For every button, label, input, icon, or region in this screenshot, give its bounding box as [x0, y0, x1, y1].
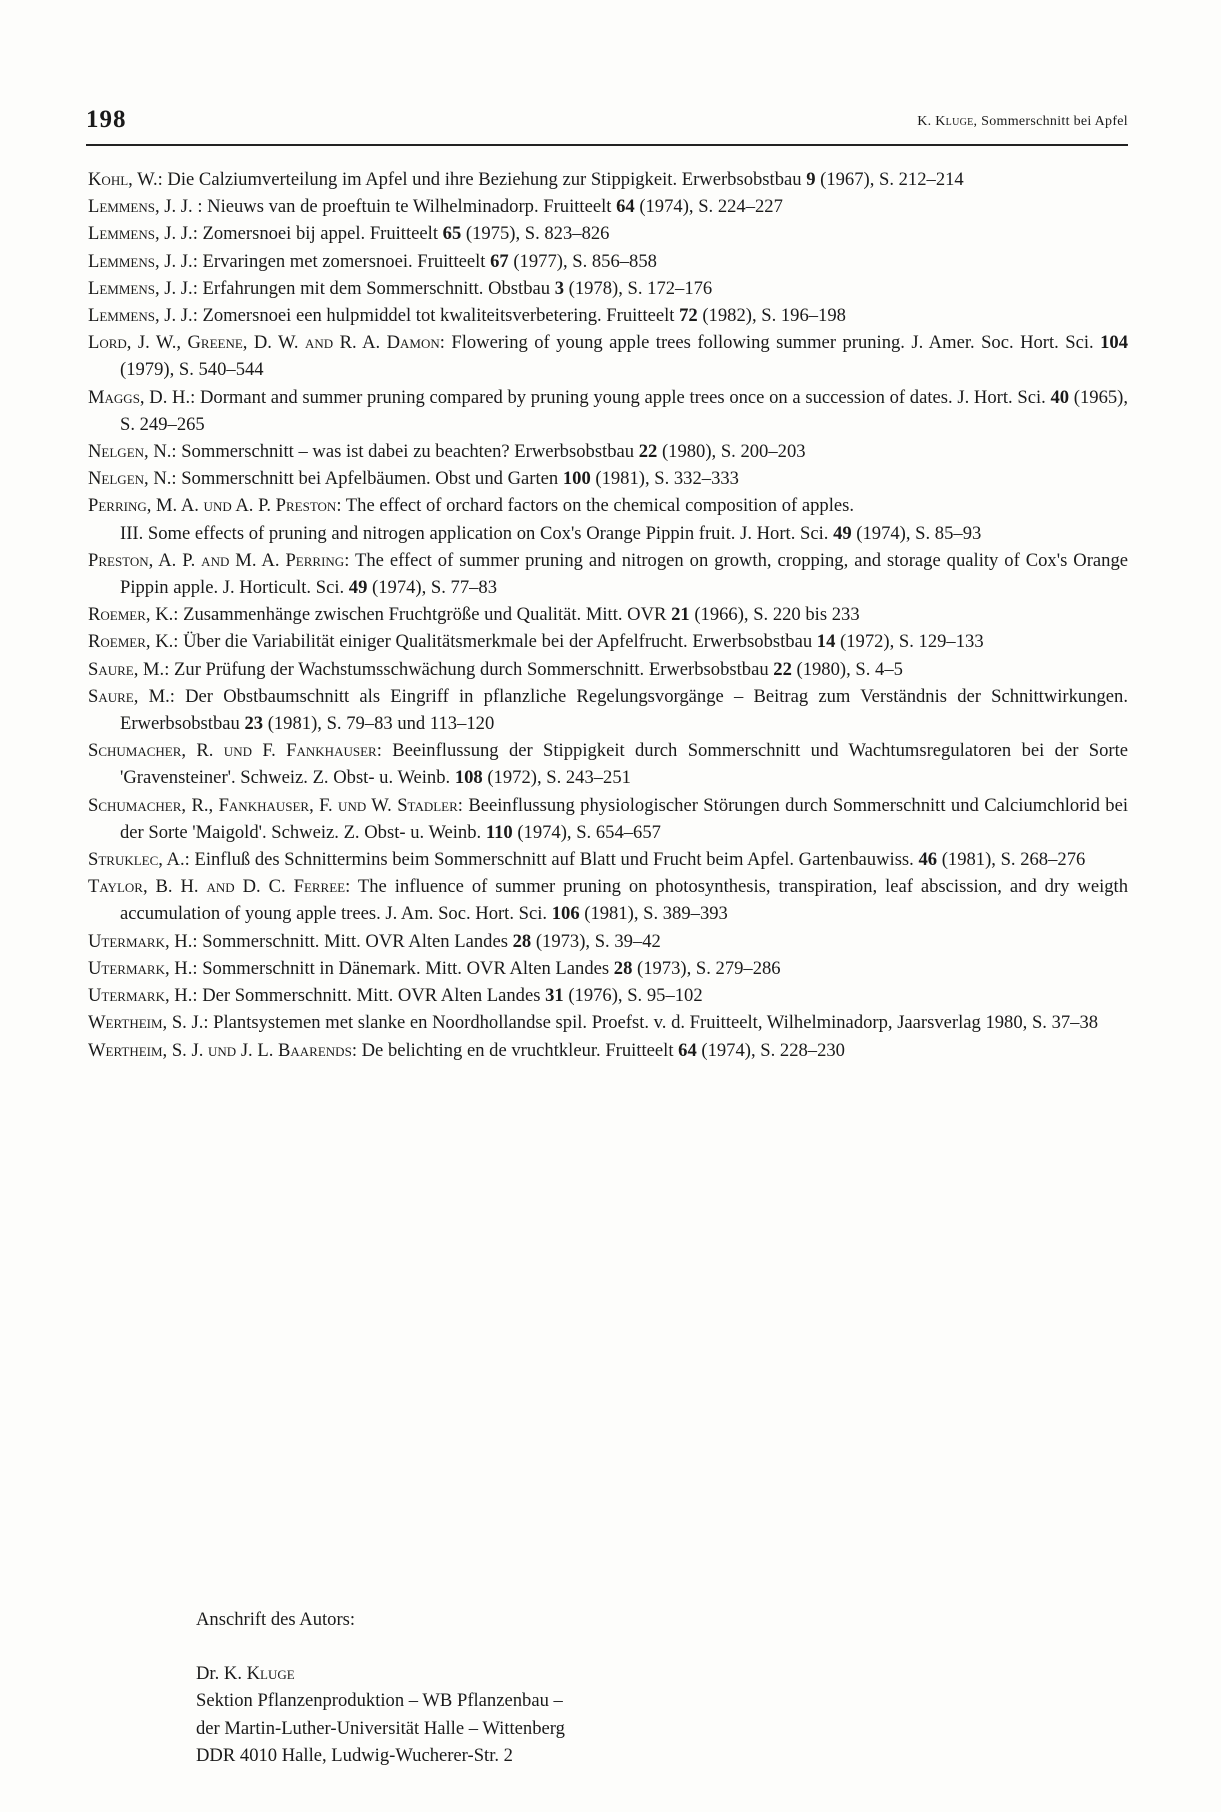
reference-volume: 22 [638, 441, 658, 463]
reference-list [88, 166, 1128, 1064]
reference-entry [88, 982, 1128, 1009]
reference-authors: Lemmens, J. J. [88, 305, 193, 327]
reference-tail: (1974), S. 77–83 [367, 577, 498, 599]
reference-body: : Sommerschnitt in Dänemark. Mitt. OVR Alten Landes [192, 957, 614, 979]
reference-body: : Dormant and summer pruning compared by pruning young apple trees once on a succession of dates. J. Hort. Sci. [190, 386, 1051, 408]
reference-entry [88, 302, 1128, 329]
reference-authors: Saure, M. [88, 658, 165, 680]
reference-entry [88, 193, 1128, 220]
reference-authors: Maggs, D. H. [88, 386, 191, 408]
author-address [196, 1606, 1096, 1769]
reference-authors: Schumacher, R., Fankhauser, F. und W. Stadler [88, 794, 458, 816]
reference-authors: Lemmens, J. J. [88, 277, 193, 299]
running-head [917, 114, 1128, 130]
reference-tail: (1982), S. 196–198 [697, 305, 846, 327]
reference-entry [88, 1037, 1128, 1064]
reference-entry [88, 220, 1128, 247]
reference-volume: 23 [244, 713, 264, 735]
reference-tail: (1972), S. 129–133 [835, 631, 984, 653]
reference-body: : The influence of summer pruning on photosynthesis, transpiration, leaf abscission, and dry weigth accumulation of young apple trees. J. Am. Soc. Hort. Sci. [120, 876, 1128, 925]
reference-volume: 22 [773, 658, 792, 680]
reference-tail: (1974), S. 85–93 [851, 522, 982, 544]
reference-volume: 64 [616, 196, 635, 218]
reference-volume: 64 [678, 1039, 697, 1061]
reference-body: : The effect of summer pruning and nitrogen on growth, cropping, and storage quality of Cox's Orange Pippin apple. J. Horticult. Sci. [120, 549, 1128, 599]
reference-authors: Taylor, B. H. and D. C. Ferree [88, 876, 346, 898]
reference-entry [88, 465, 1128, 492]
reference-entry [88, 248, 1128, 275]
reference-authors: Saure, M. [88, 685, 170, 707]
reference-authors: Utermark, H. [88, 985, 193, 1007]
reference-authors: Roemer, K. [88, 604, 174, 626]
reference-entry [88, 955, 1128, 982]
reference-authors: Lord, J. W., Greene, D. W. and R. A. Damon [88, 332, 440, 354]
reference-entry [88, 384, 1128, 438]
reference-authors: Wertheim, S. J. und J. L. Baarends [88, 1039, 352, 1061]
reference-entry [88, 846, 1128, 873]
reference-tail: (1980), S. 4–5 [791, 658, 903, 680]
reference-body: : Nieuws van de proeftuin te Wilhelminadorp. Fruitteelt [192, 196, 617, 218]
reference-entry [88, 275, 1128, 302]
reference-body: : Ervaringen met zomersnoei. Fruitteelt [192, 250, 491, 272]
reference-volume: 49 [348, 577, 368, 599]
reference-body: : Sommerschnitt – was ist dabei zu beachten? Erwerbsobstbau [171, 441, 639, 463]
reference-authors: Struklec, A. [88, 849, 185, 871]
reference-body: : Der Obstbaumschnitt als Eingriff in pflanzliche Regelungsvorgänge – Beitrag zum Verständnis der Schnittwirkungen. Erwerbsobstbau [120, 685, 1128, 735]
address-name-prefix: Dr. K. [196, 1663, 247, 1685]
reference-authors: Schumacher, R. und F. Fankhauser [88, 740, 377, 762]
reference-volume: 21 [671, 604, 690, 626]
reference-entry [88, 792, 1128, 846]
reference-volume: 100 [562, 468, 591, 490]
reference-body: : Zomersnoei bij appel. Fruitteelt [192, 223, 443, 245]
reference-volume: 72 [679, 305, 698, 327]
reference-entry [88, 737, 1128, 791]
reference-tail: (1977), S. 856–858 [508, 250, 657, 272]
address-line-2: der Martin-Luther-Universität Halle – Wittenberg [196, 1717, 565, 1739]
reference-body: : Sommerschnitt bei Apfelbäumen. Obst und Garten [171, 468, 563, 490]
reference-tail: (1981), S. 268–276 [937, 849, 1086, 871]
reference-body: : Zomersnoei een hulpmiddel tot kwaliteitsverbetering. Fruitteelt [192, 305, 680, 327]
reference-subtitle-text: III. Some effects of pruning and nitrogen application on Cox's Orange Pippin fruit. J. Hort. Sci. [120, 522, 834, 544]
reference-tail: (1974), S. 224–227 [634, 196, 783, 218]
address-line-1: Sektion Pflanzenproduktion – WB Pflanzenbau – [196, 1690, 563, 1712]
reference-volume: 28 [512, 930, 532, 952]
reference-entry [88, 547, 1128, 601]
reference-volume: 67 [490, 250, 509, 272]
reference-tail: (1965), S. 249–265 [120, 386, 1129, 435]
reference-subtitle [120, 520, 1128, 547]
reference-body: : The effect of orchard factors on the chemical composition of apples. [336, 495, 854, 517]
reference-volume: 104 [1100, 332, 1128, 354]
page-header [86, 104, 1128, 146]
reference-body: : Der Sommerschnitt. Mitt. OVR Alten Landes [192, 985, 546, 1007]
reference-body: : Die Calziumverteilung im Apfel und ihre Beziehung zur Stippigkeit. Erwerbsobstbau [157, 169, 807, 190]
reference-entry [88, 329, 1128, 383]
reference-entry [88, 1009, 1128, 1036]
reference-entry [88, 438, 1128, 465]
reference-authors: Roemer, K. [88, 631, 174, 653]
reference-volume: 14 [816, 631, 836, 653]
reference-tail: (1973), S. 39–42 [531, 930, 661, 952]
reference-authors: Utermark, H. [88, 957, 193, 979]
reference-volume: 49 [833, 522, 852, 544]
reference-authors: Lemmens, J. J. [88, 196, 193, 218]
reference-body: : Zur Prüfung der Wachstumsschwächung durch Sommerschnitt. Erwerbsobstbau [164, 658, 774, 680]
reference-entry [88, 683, 1128, 737]
reference-entry [88, 628, 1128, 655]
running-head-author: K. Kluge [917, 114, 974, 129]
reference-body: : Erfahrungen mit dem Sommerschnitt. Obstbau [192, 277, 555, 299]
address-heading: Anschrift des Autors: [196, 1609, 356, 1630]
reference-tail: (1973), S. 279–286 [632, 957, 781, 979]
reference-authors: Lemmens, J. J. [88, 223, 193, 245]
reference-entry [88, 928, 1128, 955]
reference-entry [88, 873, 1128, 927]
reference-tail: (1974), S. 228–230 [696, 1039, 845, 1061]
reference-tail: (1974), S. 654–657 [512, 821, 661, 843]
running-head-title: , Sommerschnitt bei Apfel [973, 114, 1128, 129]
reference-volume: 65 [442, 223, 462, 245]
reference-tail: (1980), S. 200–203 [657, 441, 806, 463]
reference-volume: 3 [554, 277, 564, 299]
reference-volume: 46 [918, 849, 938, 871]
reference-tail: (1978), S. 172–176 [564, 277, 713, 299]
reference-tail: (1972), S. 243–251 [482, 767, 631, 789]
reference-volume: 9 [806, 169, 816, 190]
reference-volume: 31 [545, 985, 564, 1007]
reference-authors: Perring, M. A. und A. P. Preston [88, 495, 337, 517]
reference-authors: Lemmens, J. J. [88, 250, 193, 272]
reference-volume: 40 [1050, 386, 1070, 408]
reference-body: : Beeinflussung physiologischer Störungen durch Sommerschnitt und Calciumchlorid bei der Sorte 'Maigold'. Schweiz. Z. Obst- u. Weinb. [120, 794, 1128, 843]
reference-body: : Einfluß des Schnittermins beim Sommerschnitt auf Blatt und Frucht beim Apfel. Gartenbauwiss. [184, 849, 919, 871]
reference-volume: 108 [454, 767, 483, 789]
reference-body: : Sommerschnitt. Mitt. OVR Alten Landes [192, 930, 513, 952]
address-name [196, 1660, 1096, 1687]
reference-tail: (1966), S. 220 bis 233 [689, 604, 860, 626]
page-number: 198 [86, 106, 127, 133]
reference-tail: (1981), S. 389–393 [579, 903, 728, 925]
reference-authors: Nelgen, N. [88, 441, 172, 463]
reference-body: : Beeinflussung der Stippigkeit durch Sommerschnitt und Wachtumsregulatoren bei der Sorte 'Gravensteiner'. Schweiz. Z. Obst- u. Weinb. [120, 740, 1128, 789]
address-line-3: DDR 4010 Halle, Ludwig-Wucherer-Str. 2 [196, 1744, 513, 1766]
reference-body: : Über die Variabilität einiger Qualitätsmerkmale bei der Apfelfrucht. Erwerbsobstbau [173, 631, 817, 653]
reference-volume: 106 [551, 903, 580, 925]
address-surname: Kluge [246, 1663, 295, 1685]
reference-tail: (1981), S. 79–83 und 113–120 [263, 713, 495, 735]
reference-tail: (1979), S. 540–544 [120, 359, 264, 381]
reference-entry [88, 166, 1128, 193]
reference-authors: Utermark, H. [88, 930, 193, 952]
reference-body: : Zusammenhänge zwischen Fruchtgröße und Qualität. Mitt. OVR [173, 604, 672, 626]
reference-body: : Plantsystemen met slanke en Noordhollandse spil. Proefst. v. d. Fruitteelt, Wilhelminadorp, Jaarsverlag 1980, S. 37–38 [203, 1012, 1099, 1034]
reference-tail: (1981), S. 332–333 [590, 468, 739, 490]
reference-entry [88, 656, 1128, 683]
reference-authors: Nelgen, N. [88, 468, 172, 490]
reference-authors: Wertheim, S. J. [88, 1012, 204, 1034]
reference-volume: 28 [613, 957, 633, 979]
reference-tail: (1976), S. 95–102 [563, 985, 703, 1007]
reference-body: : Flowering of young apple trees following summer pruning. J. Amer. Soc. Hort. Sci. [439, 332, 1101, 354]
reference-authors: Kohl, W. [88, 169, 158, 190]
reference-tail: (1967), S. 212–214 [815, 169, 964, 190]
reference-entry [88, 492, 1128, 546]
reference-volume: 110 [485, 821, 513, 843]
reference-authors: Preston, A. P. and M. A. Perring [88, 549, 345, 571]
reference-entry [88, 601, 1128, 628]
reference-body: : De belichting en de vruchtkleur. Fruitteelt [351, 1039, 679, 1061]
reference-tail: (1975), S. 823–826 [461, 223, 610, 245]
